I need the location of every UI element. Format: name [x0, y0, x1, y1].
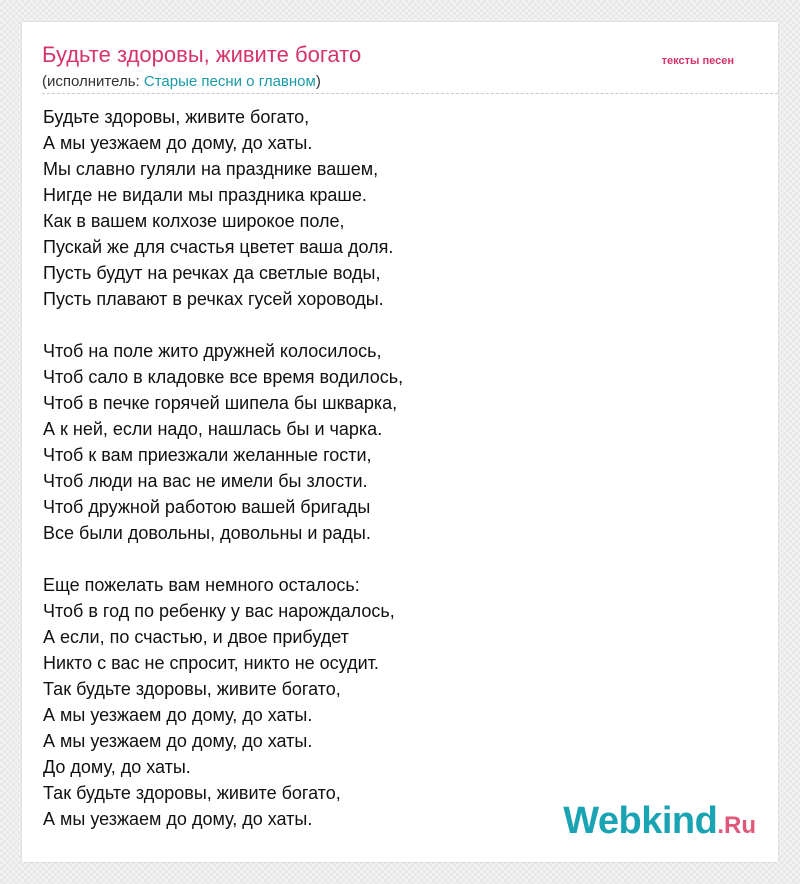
- logo-tld: .Ru: [717, 812, 756, 839]
- artist-link[interactable]: Старые песни о главном: [143, 73, 316, 90]
- site-logo[interactable]: [563, 802, 756, 840]
- lyrics-line: Чтоб дружной работою вашей бригады: [43, 497, 371, 517]
- song-title: Будьте здоровы, живите богато: [42, 42, 362, 67]
- lyrics-line: Чтоб на поле жито дружней колосилось,: [43, 341, 382, 361]
- lyrics-line: А мы уезжаем до дому, до хаты.: [43, 731, 313, 751]
- lyrics-line: А мы уезжаем до дому, до хаты.: [43, 809, 313, 829]
- lyrics-line: Все были довольны, довольны и рады.: [43, 523, 371, 543]
- lyrics-body: [43, 104, 763, 832]
- lyrics-line: Никто с вас не спросит, никто не осудит.: [43, 653, 379, 673]
- lyrics-line: Так будьте здоровы, живите богато,: [43, 679, 341, 699]
- lyrics-line: До дому, до хаты.: [43, 757, 191, 777]
- lyrics-line: Как в вашем колхозе широкое поле,: [43, 211, 345, 231]
- lyrics-line: Нигде не видали мы праздника краше.: [43, 185, 367, 205]
- lyrics-line: Пускай же для счастья цветет ваша доля.: [43, 237, 394, 257]
- logo-wordmark: Webkind: [563, 800, 718, 842]
- lyrics-line: Чтоб сало в кладовке все время водилось,: [43, 367, 404, 387]
- lyrics-stanza: [43, 104, 763, 312]
- lyrics-line: Еще пожелать вам немного осталось:: [43, 575, 360, 595]
- lyrics-line: А мы уезжаем до дому, до хаты.: [43, 705, 313, 725]
- lyrics-line: Чтоб люди на вас не имели бы злости.: [43, 471, 368, 491]
- lyrics-stanza: [43, 572, 763, 832]
- lyrics-stanza: [43, 338, 763, 546]
- lyrics-line: Пусть будут на речках да светлые воды,: [43, 263, 381, 283]
- lyrics-line: Так будьте здоровы, живите богато,: [43, 783, 341, 803]
- lyrics-card: [22, 22, 778, 862]
- lyrics-line: Чтоб к вам приезжали желанные гости,: [43, 445, 372, 465]
- artist-prefix: (исполнитель:: [42, 73, 144, 90]
- dashed-divider: [42, 93, 778, 94]
- artist-suffix: ): [315, 73, 321, 90]
- logo-subtitle: тексты песен: [661, 55, 734, 67]
- artist-line: [42, 73, 321, 90]
- lyrics-line: Будьте здоровы, живите богато,: [43, 107, 310, 127]
- lyrics-line: А если, по счастью, и двое прибудет: [43, 627, 349, 647]
- lyrics-line: А к ней, если надо, нашлась бы и чарка.: [43, 419, 383, 439]
- lyrics-line: Чтоб в печке горячей шипела бы шкварка,: [43, 393, 398, 413]
- lyrics-line: А мы уезжаем до дому, до хаты.: [43, 133, 313, 153]
- lyrics-line: Чтоб в год по ребенку у вас нарождалось,: [43, 601, 395, 621]
- lyrics-line: Мы славно гуляли на празднике вашем,: [43, 159, 379, 179]
- lyrics-line: Пусть плавают в речках гусей хороводы.: [43, 289, 384, 309]
